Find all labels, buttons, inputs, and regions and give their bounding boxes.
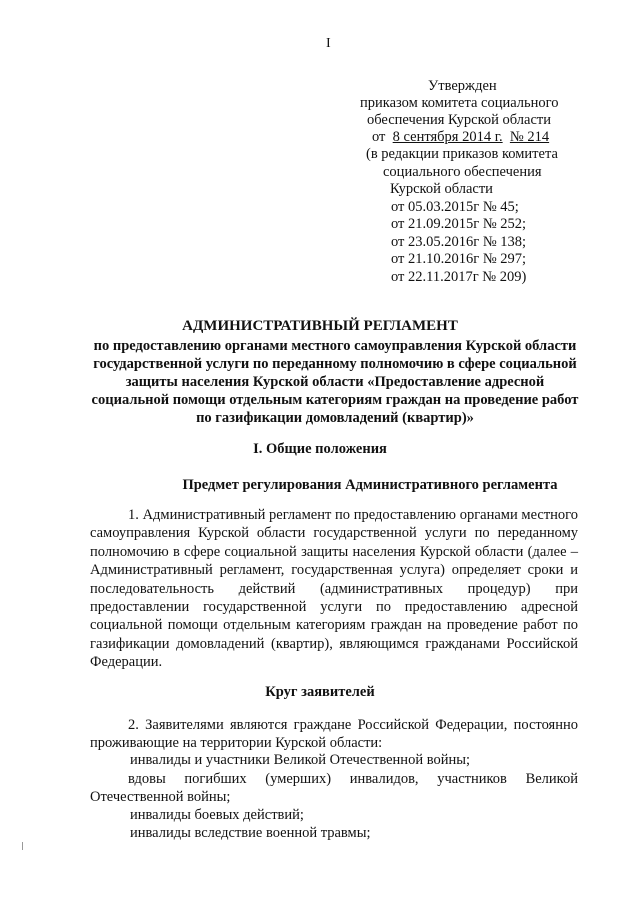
edition-line-2: социального обеспечения [383,164,542,180]
amendment-2: от 21.09.2015г № 252; [391,216,527,232]
approval-order-line [372,129,549,146]
approval-line-1: Утвержден [428,78,497,94]
amendment-3: от 23.05.2016г № 138; [391,234,527,250]
list-item-3: инвалиды боевых действий; [130,807,304,823]
subsection-heading-applicants: Круг заявителей [265,684,375,700]
list-item-1: инвалиды и участники Великой Отечественной войны; [130,752,470,768]
list-item-4: инвалиды вследствие военной травмы; [130,825,371,841]
order-number: № 214 [509,129,550,145]
page-number: I [326,36,331,51]
amendment-1: от 05.03.2015г № 45; [391,199,519,215]
amendment-5: от 22.11.2017г № 209) [391,269,527,285]
edition-line-1: (в редакции приказов комитета [366,146,558,162]
subsection-heading-subject: Предмет регулирования Административного регламента [182,477,558,493]
paragraph-2: 2. Заявителями являются граждане Российской Федерации, постоянно проживающие на территории Курской области: [90,717,578,752]
approval-line-2: приказом комитета социального [360,95,559,111]
document-title: АДМИНИСТРАТИВНЫЙ РЕГЛАМЕНТ [182,318,458,334]
section-heading-general: I. Общие положения [253,441,387,457]
document-subtitle: по предоставлению органами местного самоуправления Курской области государственной услуги по переданному полномочию в сфере социальной защиты населения Курской области «Предоставление адресной социальной помощи отдельным категориям граждан на проведение работ по газификации домовладений (квартир)» [91,338,579,426]
order-date: 8 сентября 2014 г. [392,129,503,145]
order-from: от [372,129,386,145]
list-item-2: вдовы погибших (умерших) инвалидов, участников Великой Отечественной войны; [90,771,578,806]
paragraph-1: 1. Административный регламент по предоставлению органами местного самоуправления Курской области государственной услуги по переданному полномочию в сфере социальной защиты населения Курской области (далее – Административный регламент, государственная услуга) определяет сроки и последовательность действий (административных процедур) при предоставлении государственной услуги по предоставлению адресной социальной помощи отдельным категориям граждан на проведение работ по газификации домовладений (квартир), являющимся гражданами Российской Федерации. [90,507,578,671]
edition-line-3: Курской области [390,181,493,197]
approval-line-3: обеспечения Курской области [367,112,551,128]
amendment-4: от 21.10.2016г № 297; [391,251,527,267]
scan-mark [22,842,23,850]
